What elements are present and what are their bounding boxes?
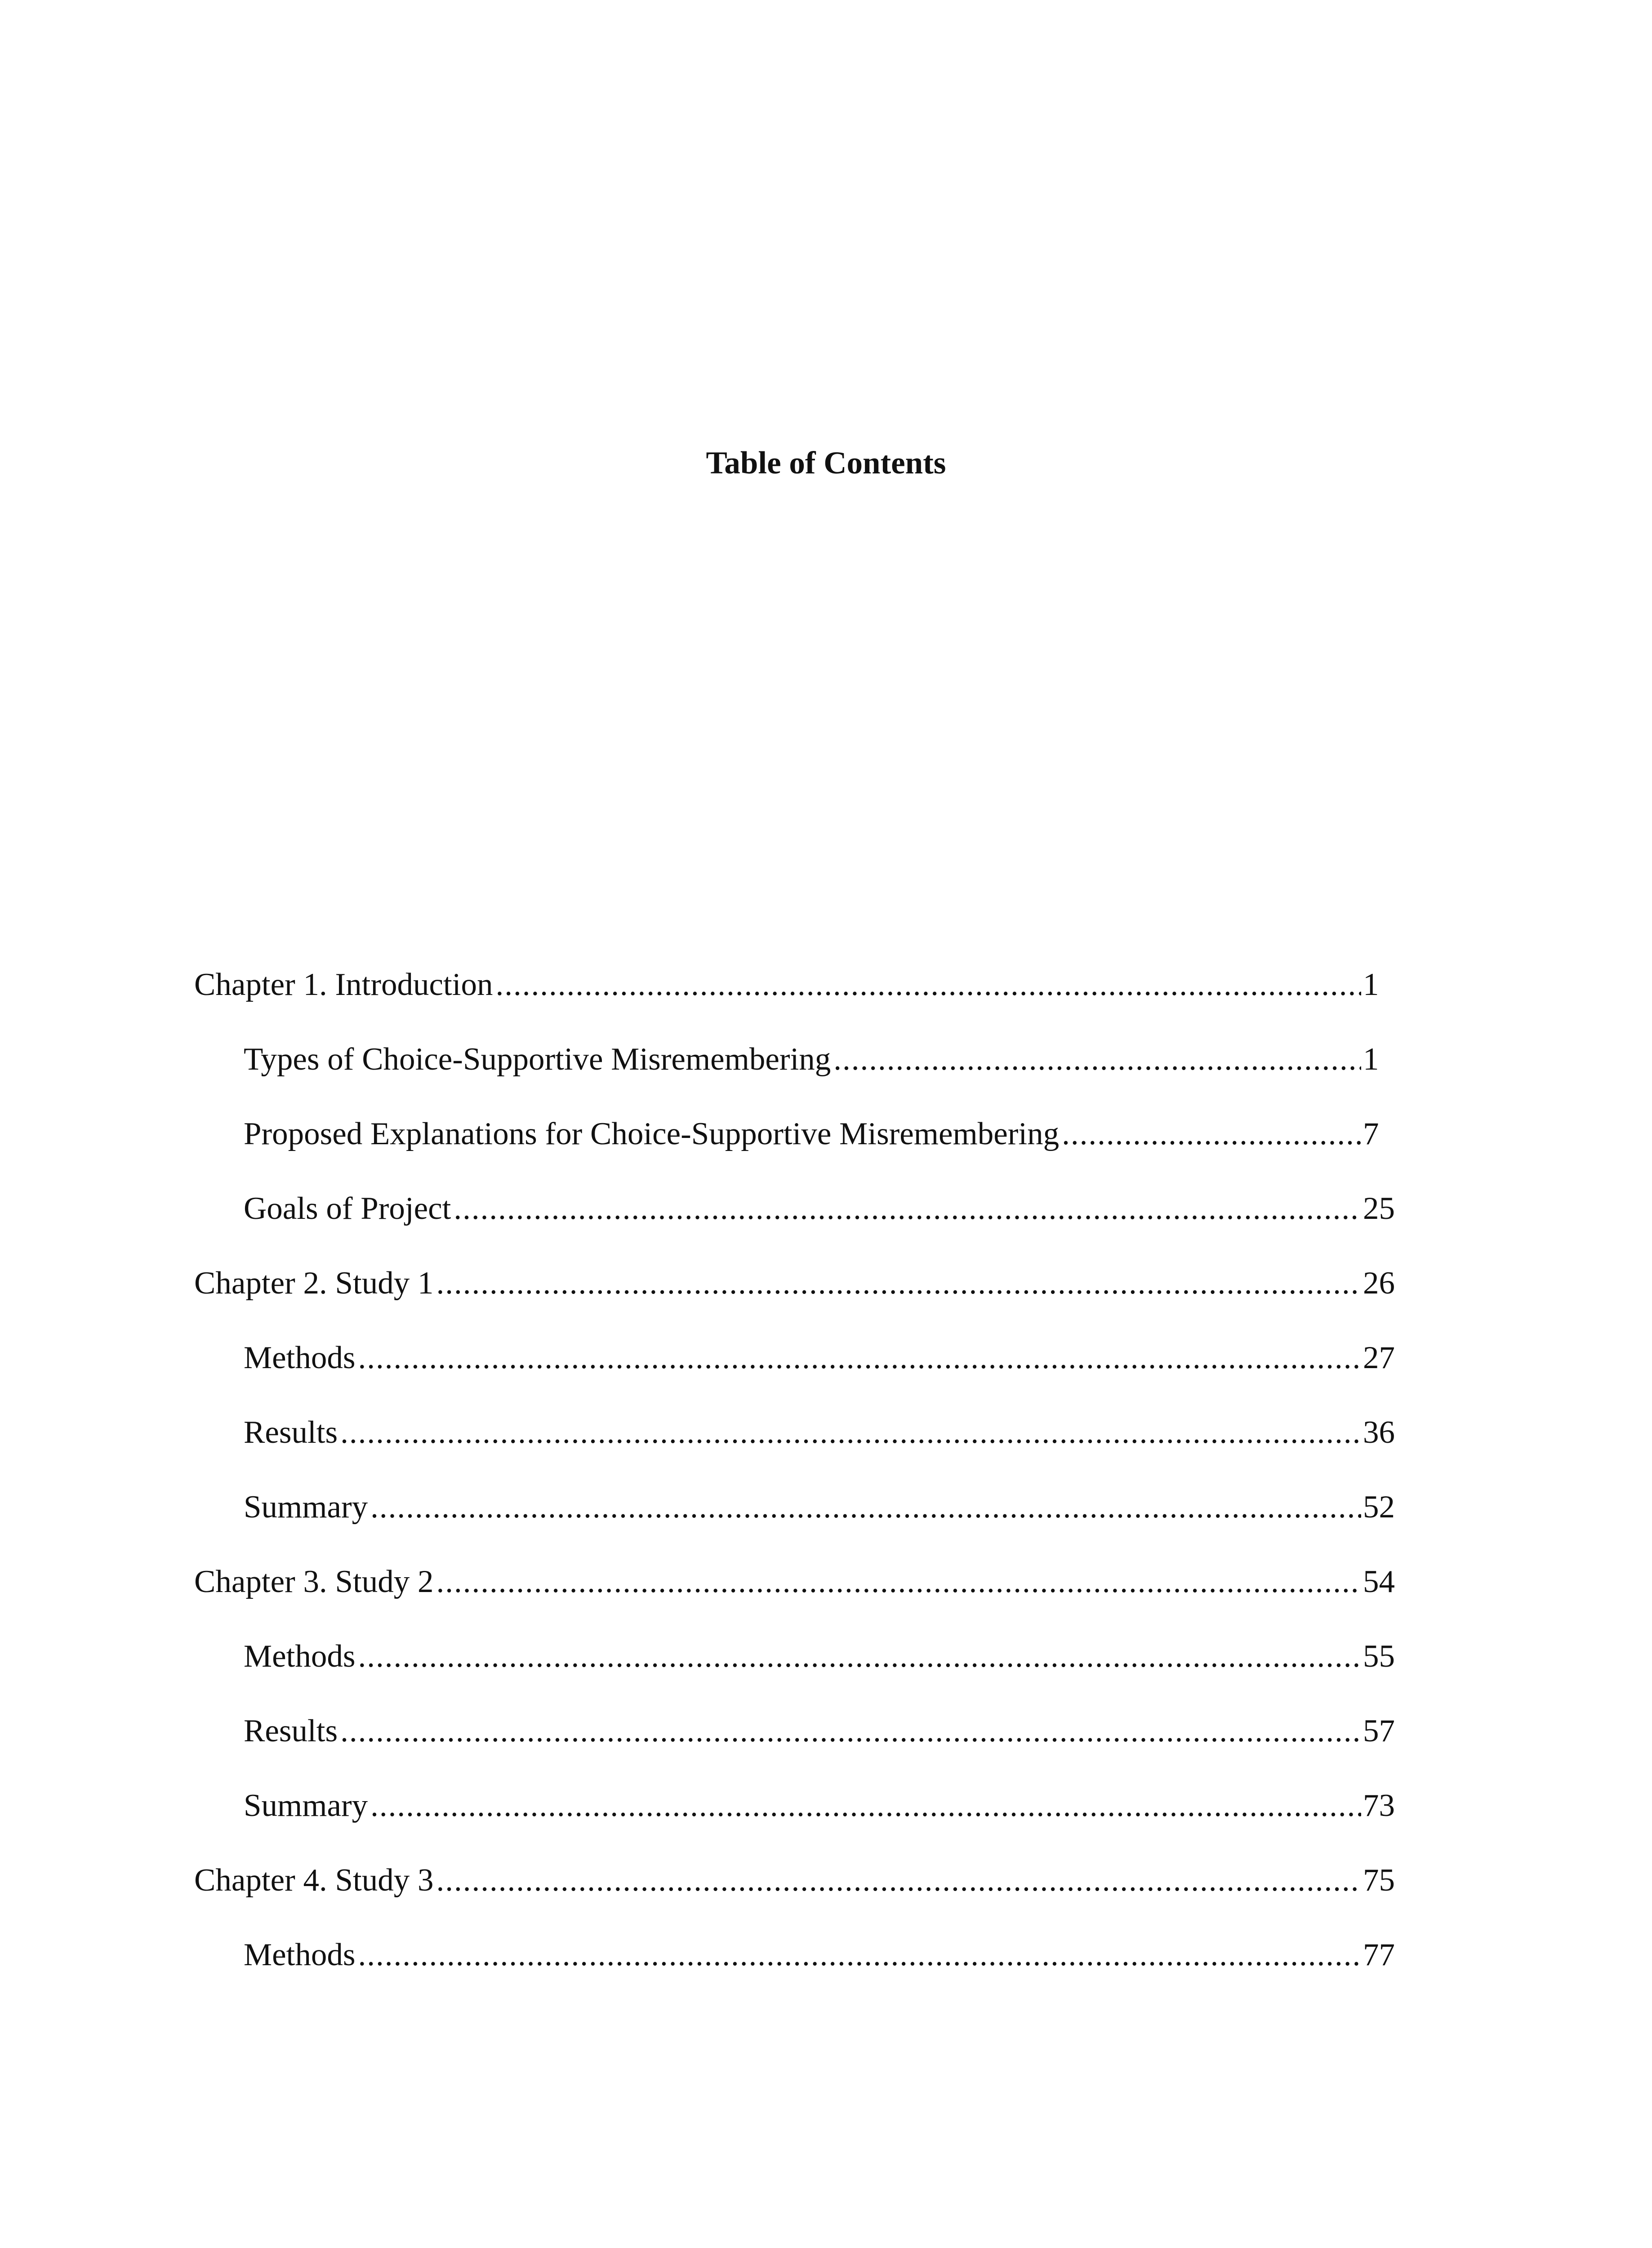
toc-entry-label: Methods (244, 1340, 356, 1375)
toc-entry-chapter-2[interactable] (194, 1261, 1399, 1335)
toc-entry-study1-results[interactable] (194, 1410, 1399, 1485)
toc-entry-page-number: 27 (1363, 1340, 1395, 1375)
toc-entry-label: Methods (244, 1937, 356, 1972)
toc-entry-label: Results (244, 1713, 338, 1748)
toc-entry-label: Methods (244, 1639, 356, 1674)
dot-leader (340, 1708, 1361, 1753)
toc-entry-page-number: 73 (1363, 1788, 1395, 1823)
dot-leader (436, 1559, 1361, 1604)
toc-entry-label: Chapter 3. Study 2 (194, 1564, 434, 1599)
dot-leader (436, 1261, 1361, 1306)
toc-entry-label: Chapter 1. Introduction (194, 967, 493, 1002)
dot-leader (495, 962, 1361, 1007)
toc-entry-proposed-explanations[interactable] (194, 1111, 1399, 1186)
dot-leader (340, 1410, 1361, 1455)
dot-leader (370, 1783, 1361, 1828)
dot-leader (436, 1858, 1361, 1903)
toc-entry-study1-methods[interactable] (194, 1335, 1399, 1410)
toc-entry-page-number: 75 (1363, 1863, 1395, 1898)
toc-entry-label: Summary (244, 1490, 368, 1525)
toc-entry-page-number: 77 (1363, 1937, 1395, 1972)
toc-entry-label: Proposed Explanations for Choice-Supportive Misremembering (244, 1116, 1060, 1151)
toc-entry-study2-methods[interactable] (194, 1634, 1399, 1708)
toc-entry-page-number: 57 (1363, 1713, 1395, 1748)
toc-entry-page-number: 54 (1363, 1564, 1395, 1599)
toc-entry-chapter-1[interactable] (194, 962, 1399, 1037)
toc-entry-label: Chapter 4. Study 3 (194, 1863, 434, 1898)
toc-entry-page-number: 52 (1363, 1490, 1395, 1525)
toc-entry-page-number: 7 (1363, 1116, 1379, 1151)
toc-entry-study2-results[interactable] (194, 1708, 1399, 1783)
toc-entry-page-number: 1 (1363, 967, 1379, 1002)
dot-leader (454, 1186, 1361, 1231)
toc-entry-study3-methods[interactable] (194, 1932, 1399, 2007)
dot-leader (358, 1335, 1362, 1380)
toc-entry-page-number: 1 (1363, 1042, 1379, 1077)
toc-entry-label: Results (244, 1415, 338, 1450)
dot-leader (1062, 1111, 1361, 1156)
toc-entry-types[interactable] (194, 1037, 1399, 1111)
toc-entry-goals[interactable] (194, 1186, 1399, 1261)
toc-entry-label: Chapter 2. Study 1 (194, 1266, 434, 1301)
toc-entry-chapter-4[interactable] (194, 1858, 1399, 1932)
toc-entry-study1-summary[interactable] (194, 1485, 1399, 1559)
page-title: Table of Contents (706, 446, 946, 481)
dot-leader (833, 1037, 1361, 1082)
dot-leader (358, 1932, 1362, 1977)
toc-entry-study2-summary[interactable] (194, 1783, 1399, 1858)
dot-leader (370, 1485, 1361, 1530)
toc-entry-page-number: 55 (1363, 1639, 1395, 1674)
table-of-contents (194, 962, 1399, 2007)
dot-leader (358, 1634, 1362, 1679)
toc-entry-page-number: 26 (1363, 1266, 1395, 1301)
toc-entry-label: Goals of Project (244, 1191, 451, 1226)
toc-entry-page-number: 36 (1363, 1415, 1395, 1450)
toc-entry-page-number: 25 (1363, 1191, 1395, 1226)
toc-entry-label: Summary (244, 1788, 368, 1823)
toc-entry-chapter-3[interactable] (194, 1559, 1399, 1634)
toc-entry-label: Types of Choice-Supportive Misremembering (244, 1042, 831, 1077)
